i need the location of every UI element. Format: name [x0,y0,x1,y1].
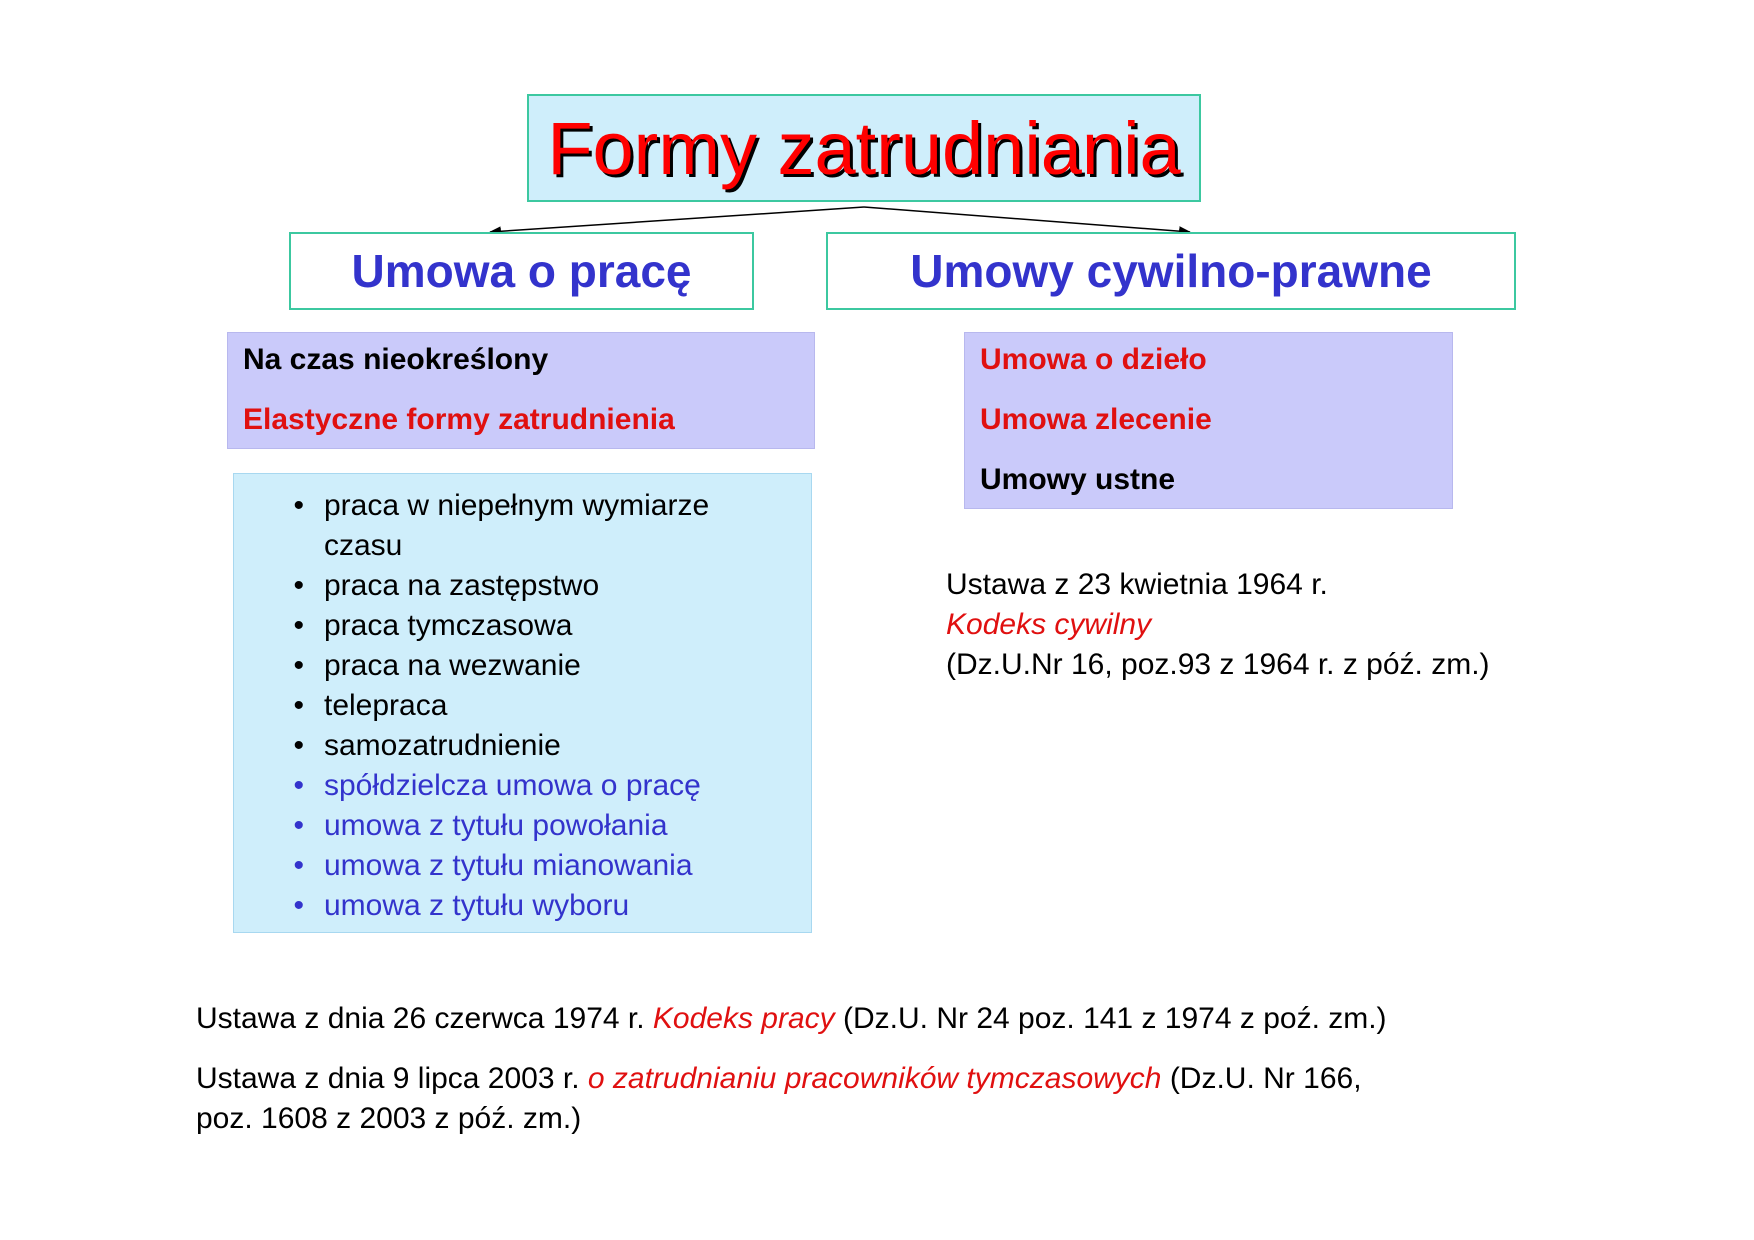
employment-contract-types [227,332,815,449]
page-title: Formy zatrudniania [547,106,1181,190]
bullet-icon: • [293,689,304,722]
bullet-icon: • [293,609,304,642]
bullet-icon: • [293,729,304,762]
list-item-text: praca tymczasowa [324,609,573,642]
law-text: (Dz.U. Nr 166, [1161,1062,1362,1095]
category-label: Umowy cywilno-prawne [910,245,1432,297]
type-item: Na czas nieokreślony [243,343,549,376]
bullet-icon: • [293,489,304,522]
list-item [234,606,811,646]
bullet-icon: • [293,849,304,882]
arrow-to-right-category [864,207,1190,232]
law-name: Kodeks pracy [652,1002,835,1035]
arrow-to-left-category [490,207,864,232]
law-name: Kodeks cywilny [946,608,1152,641]
labor-code-reference [196,999,1576,1039]
law-text: Ustawa z dnia 26 czerwca 1974 r. [196,1002,653,1035]
bullet-icon: • [293,649,304,682]
law-line: (Dz.U.Nr 16, poz.93 z 1964 r. z póź. zm.) [946,648,1490,681]
law-name: o zatrudnianiu pracowników tymczasowych [587,1062,1162,1095]
type-item: Umowa o dzieło [980,343,1207,376]
type-item: Umowa zlecenie [980,403,1212,436]
category-employment-contract [289,232,754,310]
list-item [234,646,811,686]
list-item [234,766,811,806]
list-item [234,686,811,726]
list-item-text: samozatrudnienie [324,729,561,762]
type-item: Umowy ustne [980,463,1176,496]
list-item-text: praca na wezwanie [324,649,581,682]
civil-contract-types [964,332,1453,509]
law-text: Ustawa z dnia 9 lipca 2003 r. [196,1062,588,1095]
type-item: Elastyczne formy zatrudnienia [243,403,675,436]
list-item [234,806,811,846]
flexible-forms-list [233,473,812,933]
category-label: Umowa o pracę [351,245,692,297]
law-line: Ustawa z 23 kwietnia 1964 r. [946,568,1328,601]
bullet-icon: • [293,769,304,802]
title-box [527,94,1201,202]
list-item [234,886,811,926]
list-item-text: umowa z tytułu wyboru [324,889,630,922]
bottom-law-references [196,999,1576,1139]
list-item [234,726,811,766]
law-text: poz. 1608 z 2003 z póź. zm.) [196,1102,582,1135]
bullet-icon: • [293,569,304,602]
list-item-text: umowa z tytułu mianowania [324,849,693,882]
temp-workers-law-reference [196,1059,1576,1099]
list-item-text: praca w niepełnym wymiarze czasu [324,489,710,562]
civil-code-reference [946,565,1566,685]
law-text: (Dz.U. Nr 24 poz. 141 z 1974 z poź. zm.) [834,1002,1387,1035]
list-item [234,566,811,606]
list-item [234,846,811,886]
list-item-text: umowa z tytułu powołania [324,809,668,842]
list-item [234,486,811,566]
category-civil-law-contracts [826,232,1516,310]
bullet-icon: • [293,889,304,922]
list-item-text: praca na zastępstwo [324,569,600,602]
bullet-icon: • [293,809,304,842]
list-item-text: spółdzielcza umowa o pracę [324,769,701,802]
list-item-text: telepraca [324,689,448,722]
